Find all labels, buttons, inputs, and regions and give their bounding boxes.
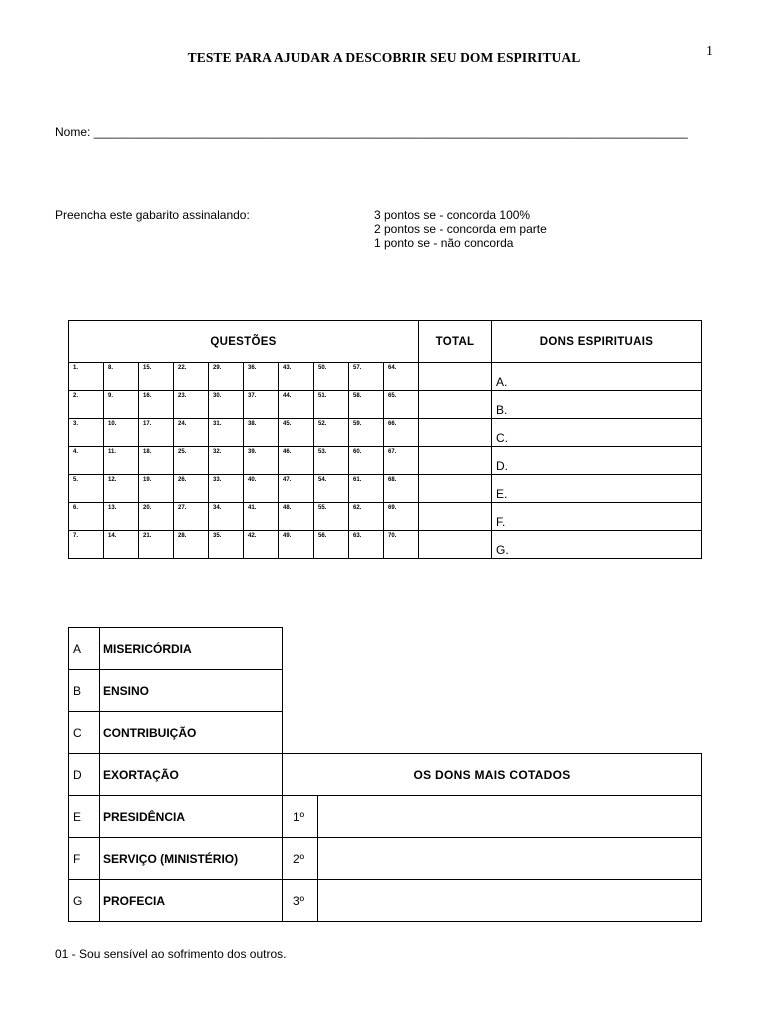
- question-number-cell[interactable]: 13.: [104, 503, 139, 531]
- question-number-cell[interactable]: 48.: [279, 503, 314, 531]
- gift-row-b: [69, 670, 702, 712]
- question-number-cell[interactable]: 53.: [314, 447, 349, 475]
- question-number-cell[interactable]: 16.: [139, 391, 174, 419]
- gift-name: MISERICÓRDIA: [100, 628, 283, 670]
- answer-row: [69, 531, 702, 559]
- question-number-cell[interactable]: 38.: [244, 419, 279, 447]
- rank-3-label: 3º: [283, 880, 318, 922]
- answer-grid-table: [68, 320, 702, 559]
- gift-letter: C: [69, 712, 100, 754]
- gift-letter-cell: C.: [492, 419, 702, 447]
- question-number-cell[interactable]: 20.: [139, 503, 174, 531]
- rank-2-label: 2º: [283, 838, 318, 880]
- question-number-cell[interactable]: 5.: [69, 475, 104, 503]
- question-number-cell[interactable]: 60.: [349, 447, 384, 475]
- document-title: TESTE PARA AJUDAR A DESCOBRIR SEU DOM ESPIRITUAL: [187, 50, 581, 65]
- gift-name: EXORTAÇÃO: [100, 754, 283, 796]
- gift-row-g: [69, 880, 702, 922]
- question-number-cell[interactable]: 30.: [209, 391, 244, 419]
- question-number-cell[interactable]: 58.: [349, 391, 384, 419]
- total-cell[interactable]: [419, 531, 492, 559]
- question-number-cell[interactable]: 12.: [104, 475, 139, 503]
- question-number-cell[interactable]: 21.: [139, 531, 174, 559]
- scale-1-point: 1 ponto se - não concorda: [374, 236, 514, 250]
- gift-letter: B: [69, 670, 100, 712]
- gift-letter-cell: E.: [492, 475, 702, 503]
- gift-name: PRESIDÊNCIA: [100, 796, 283, 838]
- gift-letter: A: [69, 628, 100, 670]
- instructions-text: Preencha este gabarito assinalando:: [55, 208, 250, 222]
- question-number-cell[interactable]: 31.: [209, 419, 244, 447]
- total-header: TOTAL: [419, 321, 492, 363]
- question-number-cell[interactable]: 49.: [279, 531, 314, 559]
- gifts-header: DONS ESPIRITUAIS: [492, 321, 702, 363]
- question-number-cell[interactable]: 63.: [349, 531, 384, 559]
- question-number-cell[interactable]: 18.: [139, 447, 174, 475]
- question-number-cell[interactable]: 35.: [209, 531, 244, 559]
- rank-3-field[interactable]: [318, 880, 702, 922]
- page-number: 1: [706, 44, 713, 59]
- total-cell[interactable]: [419, 447, 492, 475]
- question-number-cell[interactable]: 11.: [104, 447, 139, 475]
- question-number-cell[interactable]: 56.: [314, 531, 349, 559]
- question-number-cell[interactable]: 66.: [384, 419, 419, 447]
- question-number-cell[interactable]: 57.: [349, 363, 384, 391]
- question-number-cell[interactable]: 44.: [279, 391, 314, 419]
- question-number-cell[interactable]: 1.: [69, 363, 104, 391]
- question-number-cell[interactable]: 29.: [209, 363, 244, 391]
- question-number-cell[interactable]: 61.: [349, 475, 384, 503]
- question-number-cell[interactable]: 70.: [384, 531, 419, 559]
- question-number-cell[interactable]: 25.: [174, 447, 209, 475]
- gift-letter: E: [69, 796, 100, 838]
- question-number-cell[interactable]: 2.: [69, 391, 104, 419]
- answer-table-header: [69, 321, 702, 363]
- blank-area: [283, 670, 702, 712]
- rank-1-field[interactable]: [318, 796, 702, 838]
- question-number-cell[interactable]: 36.: [244, 363, 279, 391]
- question-number-cell[interactable]: 27.: [174, 503, 209, 531]
- scale-2-points: 2 pontos se - concorda em parte: [374, 222, 547, 236]
- question-number-cell[interactable]: 67.: [384, 447, 419, 475]
- question-number-cell[interactable]: 54.: [314, 475, 349, 503]
- answer-row: [69, 363, 702, 391]
- question-number-cell[interactable]: 37.: [244, 391, 279, 419]
- question-01: 01 - Sou sensível ao sofrimento dos outros.: [55, 947, 287, 961]
- gift-name: ENSINO: [100, 670, 283, 712]
- question-number-cell[interactable]: 41.: [244, 503, 279, 531]
- total-cell[interactable]: [419, 391, 492, 419]
- question-number-cell[interactable]: 51.: [314, 391, 349, 419]
- answer-row: [69, 391, 702, 419]
- question-number-cell[interactable]: 68.: [384, 475, 419, 503]
- question-number-cell[interactable]: 26.: [174, 475, 209, 503]
- scale-3-points: 3 pontos se - concorda 100%: [374, 208, 531, 222]
- answer-row: [69, 475, 702, 503]
- gift-letter-cell: G.: [492, 531, 702, 559]
- gifts-legend-table: [68, 627, 702, 922]
- top-gifts-heading: OS DONS MAIS COTADOS: [283, 754, 702, 796]
- question-number-cell[interactable]: 65.: [384, 391, 419, 419]
- question-number-cell[interactable]: 46.: [279, 447, 314, 475]
- question-number-cell[interactable]: 40.: [244, 475, 279, 503]
- question-number-cell[interactable]: 22.: [174, 363, 209, 391]
- gift-name: CONTRIBUIÇÃO: [100, 712, 283, 754]
- answer-row: [69, 447, 702, 475]
- question-number-cell[interactable]: 39.: [244, 447, 279, 475]
- answer-row: [69, 419, 702, 447]
- name-underline: _________________________________________________________________________________________: [93, 125, 688, 139]
- blank-area: [283, 628, 702, 670]
- question-number-cell[interactable]: 6.: [69, 503, 104, 531]
- question-number-cell[interactable]: 62.: [349, 503, 384, 531]
- total-cell[interactable]: [419, 419, 492, 447]
- question-number-cell[interactable]: 50.: [314, 363, 349, 391]
- question-number-cell[interactable]: 43.: [279, 363, 314, 391]
- total-cell[interactable]: [419, 363, 492, 391]
- total-cell[interactable]: [419, 503, 492, 531]
- gift-row-a: [69, 628, 702, 670]
- gift-letter-cell: B.: [492, 391, 702, 419]
- question-number-cell[interactable]: 32.: [209, 447, 244, 475]
- rank-1-label: 1º: [283, 796, 318, 838]
- question-number-cell[interactable]: 45.: [279, 419, 314, 447]
- answer-row: [69, 503, 702, 531]
- question-number-cell[interactable]: 42.: [244, 531, 279, 559]
- question-number-cell[interactable]: 47.: [279, 475, 314, 503]
- questions-header: QUESTÕES: [69, 321, 419, 363]
- question-number-cell[interactable]: 10.: [104, 419, 139, 447]
- question-number-cell[interactable]: 15.: [139, 363, 174, 391]
- blank-area: [283, 712, 702, 754]
- gift-name: PROFECIA: [100, 880, 283, 922]
- gift-letter: F: [69, 838, 100, 880]
- question-number-cell[interactable]: 55.: [314, 503, 349, 531]
- gift-letter: G: [69, 880, 100, 922]
- gift-row-e: [69, 796, 702, 838]
- gift-letter: D: [69, 754, 100, 796]
- gift-name: SERVIÇO (MINISTÉRIO): [100, 838, 283, 880]
- question-number-cell[interactable]: 9.: [104, 391, 139, 419]
- question-number-cell[interactable]: 24.: [174, 419, 209, 447]
- scoring-scale: [374, 208, 547, 250]
- question-number-cell[interactable]: 8.: [104, 363, 139, 391]
- question-number-cell[interactable]: 23.: [174, 391, 209, 419]
- gift-letter-cell: A.: [492, 363, 702, 391]
- question-number-cell[interactable]: 33.: [209, 475, 244, 503]
- question-number-cell[interactable]: 3.: [69, 419, 104, 447]
- question-number-cell[interactable]: 17.: [139, 419, 174, 447]
- gift-letter-cell: D.: [492, 447, 702, 475]
- question-number-cell[interactable]: 34.: [209, 503, 244, 531]
- question-number-cell[interactable]: 52.: [314, 419, 349, 447]
- gift-row-f: [69, 838, 702, 880]
- question-number-cell[interactable]: 19.: [139, 475, 174, 503]
- question-number-cell[interactable]: 64.: [384, 363, 419, 391]
- question-number-cell[interactable]: 69.: [384, 503, 419, 531]
- gift-letter-cell: F.: [492, 503, 702, 531]
- question-number-cell[interactable]: 28.: [174, 531, 209, 559]
- name-field[interactable]: [55, 125, 688, 139]
- question-number-cell[interactable]: 4.: [69, 447, 104, 475]
- question-number-cell[interactable]: 59.: [349, 419, 384, 447]
- rank-2-field[interactable]: [318, 838, 702, 880]
- question-number-cell[interactable]: 7.: [69, 531, 104, 559]
- total-cell[interactable]: [419, 475, 492, 503]
- name-label: Nome:: [55, 125, 91, 139]
- gift-row-c: [69, 712, 702, 754]
- question-number-cell[interactable]: 14.: [104, 531, 139, 559]
- gift-row-d: [69, 754, 702, 796]
